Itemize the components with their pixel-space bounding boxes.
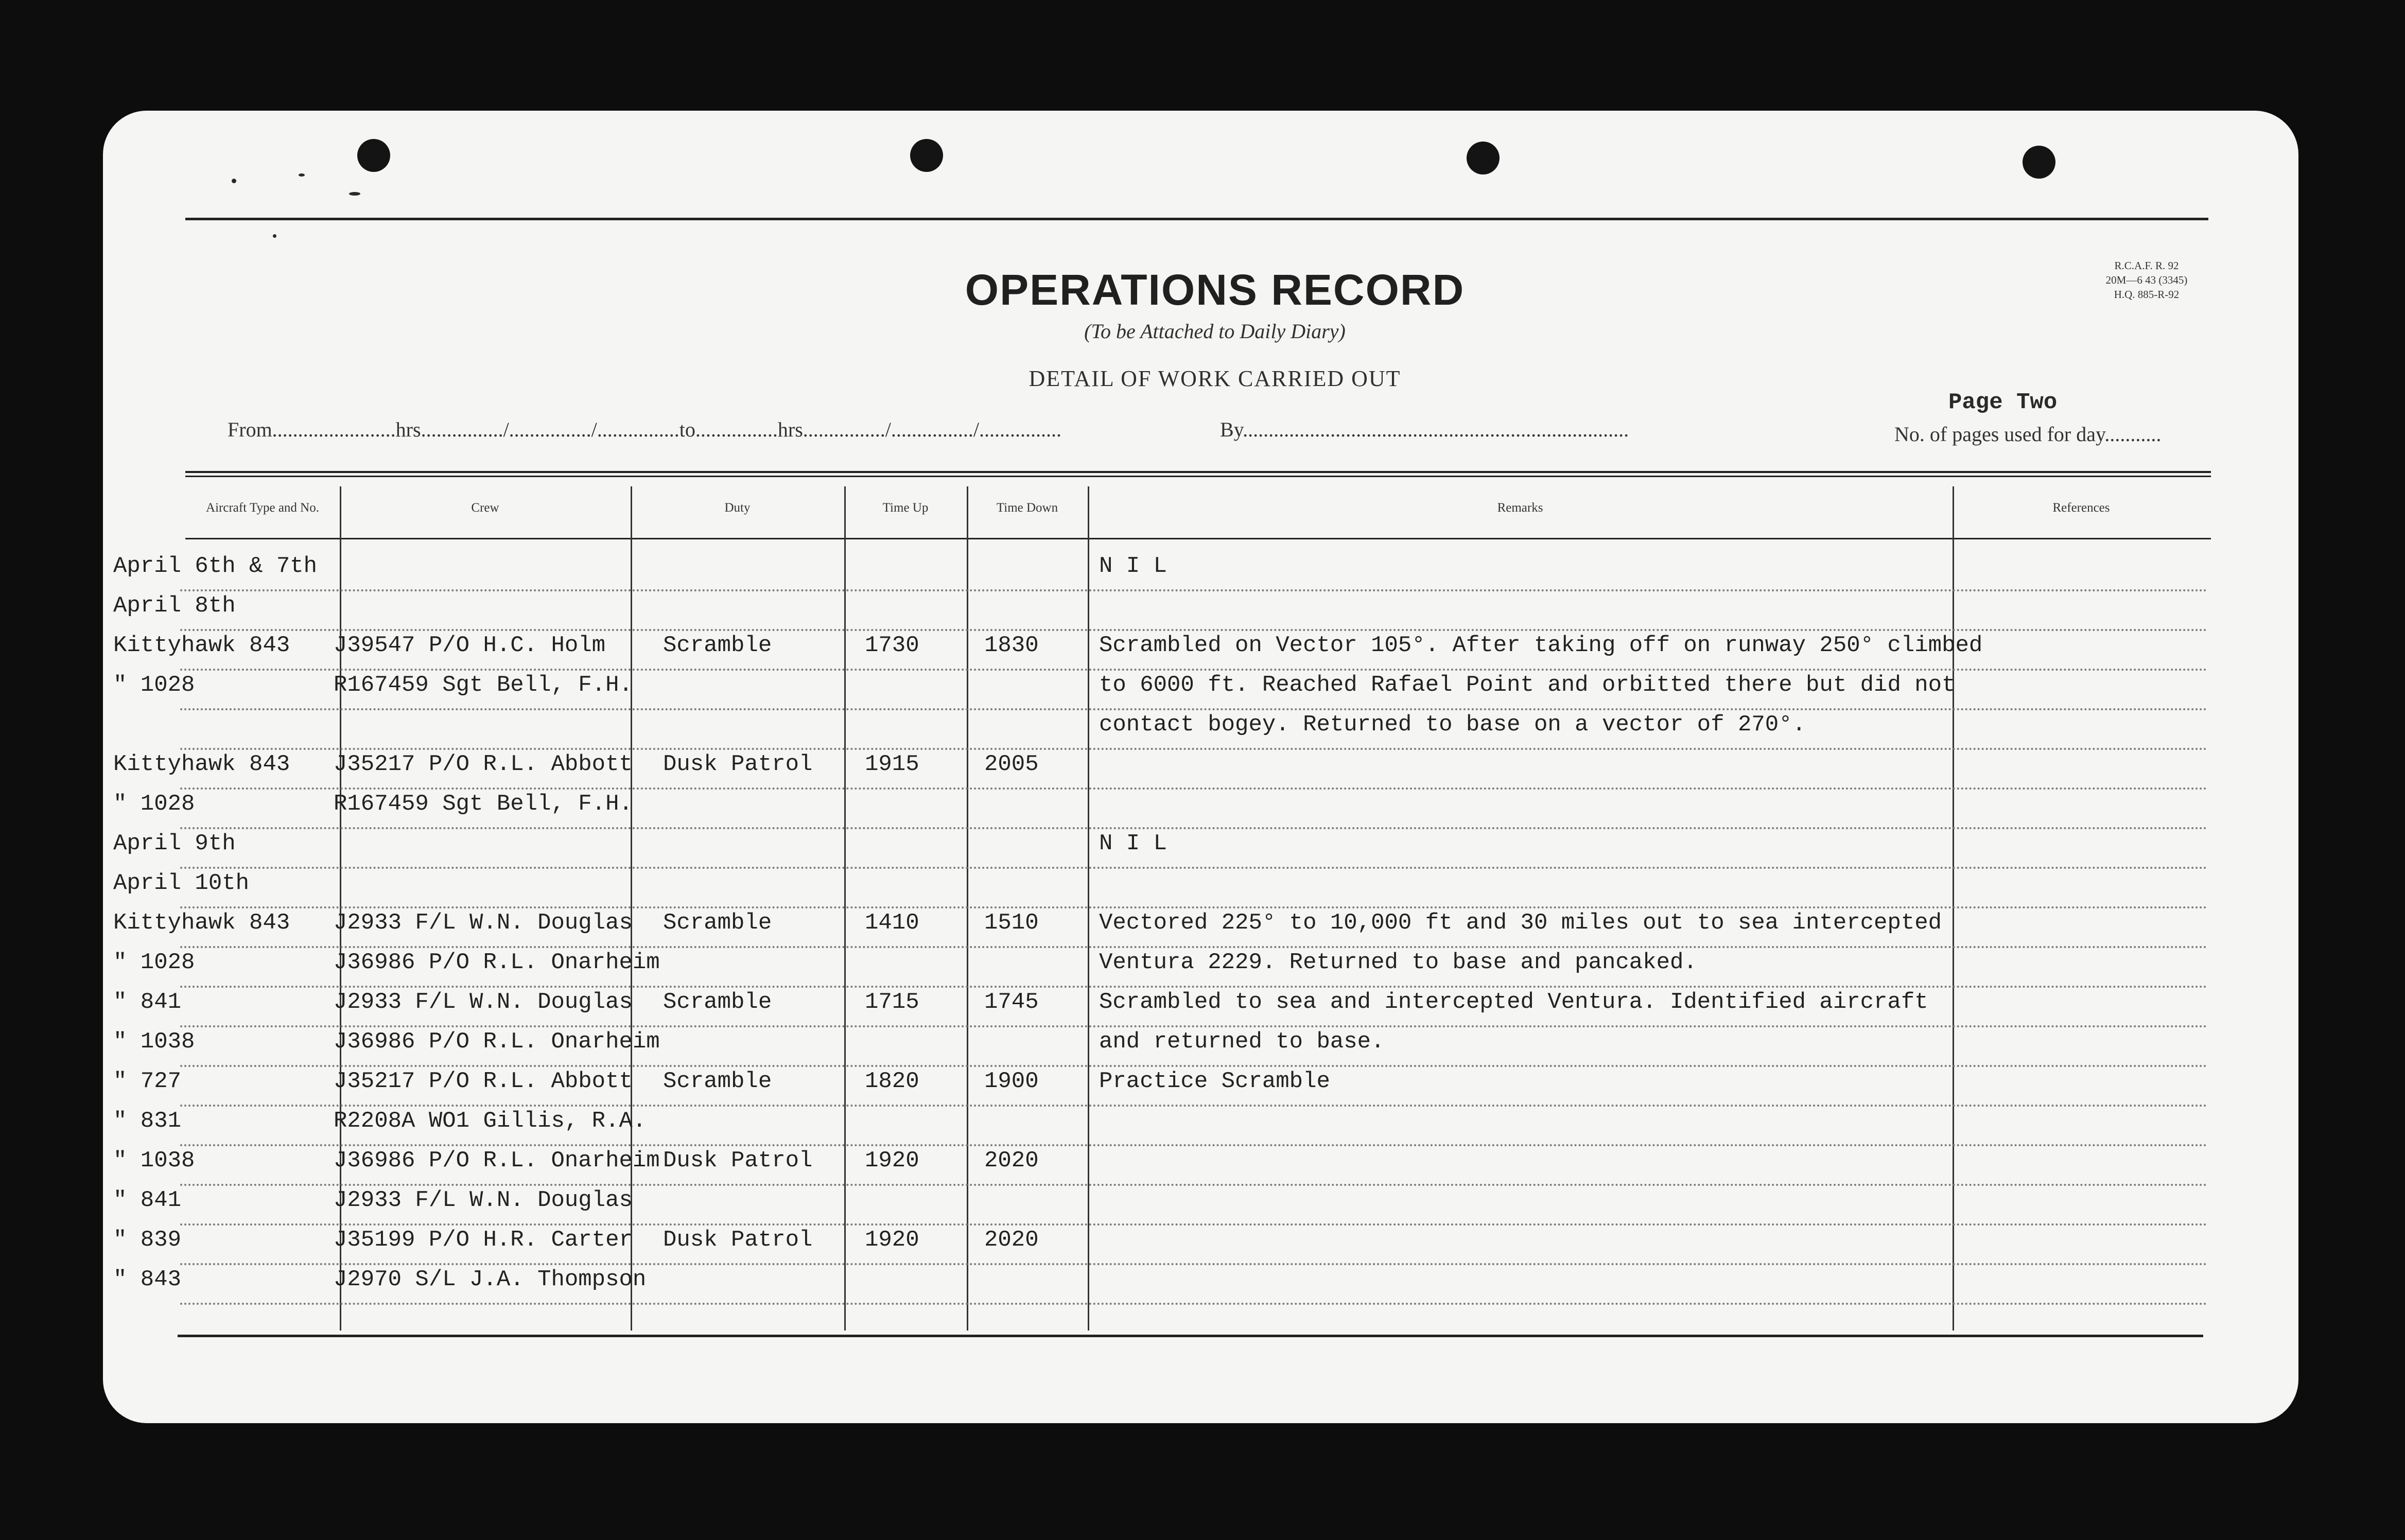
punch-hole bbox=[2023, 146, 2055, 179]
cell-crew: R2208A WO1 Gillis, R.A. bbox=[334, 1108, 647, 1134]
form-number-block bbox=[2085, 258, 2208, 302]
column-divider bbox=[1088, 486, 1089, 1331]
ruled-line bbox=[180, 787, 2208, 790]
cell-duty: Scramble bbox=[663, 910, 772, 936]
ruled-line bbox=[180, 708, 2208, 710]
cell-aircraft: April 9th bbox=[113, 831, 236, 856]
punch-hole bbox=[1467, 142, 1500, 174]
ruled-line bbox=[180, 946, 2208, 948]
ruled-line bbox=[180, 1303, 2208, 1305]
column-divider bbox=[844, 486, 846, 1331]
by-field: By........................................................................... bbox=[1220, 418, 1629, 441]
cell-remarks: N I L bbox=[1099, 831, 1167, 856]
detail-heading: DETAIL OF WORK CARRIED OUT bbox=[1029, 366, 1401, 391]
cell-duty: Dusk Patrol bbox=[663, 1148, 813, 1174]
header-underline bbox=[185, 538, 2211, 539]
ruled-line bbox=[180, 1065, 2208, 1067]
cell-crew: J2933 F/L W.N. Douglas bbox=[334, 1187, 633, 1213]
cell-time-up: 1920 bbox=[865, 1148, 919, 1174]
column-header-references: References bbox=[2052, 501, 2110, 515]
cell-aircraft: Kittyhawk 843 bbox=[113, 751, 290, 777]
ruled-line bbox=[180, 986, 2208, 988]
cell-duty: Scramble bbox=[663, 1069, 772, 1094]
cell-remarks: Vectored 225° to 10,000 ft and 30 miles out to sea intercepted bbox=[1099, 910, 1942, 936]
ruled-line bbox=[180, 1105, 2208, 1107]
cell-aircraft: " 843 bbox=[113, 1267, 182, 1292]
table-bottom-rule bbox=[178, 1335, 2203, 1337]
ruled-line bbox=[180, 1025, 2208, 1027]
cell-crew: J36986 P/O R.L. Onarheim bbox=[334, 950, 660, 975]
cell-aircraft: April 8th bbox=[113, 593, 236, 619]
cell-time-down: 2005 bbox=[984, 751, 1039, 777]
column-header-time-down: Time Down bbox=[996, 501, 1058, 515]
cell-duty: Dusk Patrol bbox=[663, 1227, 813, 1253]
cell-time-up: 1730 bbox=[865, 633, 919, 658]
ink-speck bbox=[299, 173, 305, 177]
cell-crew: R167459 Sgt Bell, F.H. bbox=[334, 791, 633, 817]
cell-crew: J35199 P/O H.R. Carter bbox=[334, 1227, 633, 1253]
cell-crew: J39547 P/O H.C. Holm bbox=[334, 633, 606, 658]
ink-speck bbox=[349, 192, 360, 196]
cell-remarks: N I L bbox=[1099, 553, 1167, 579]
cell-crew: J2933 F/L W.N. Douglas bbox=[334, 910, 633, 936]
ruled-line bbox=[180, 867, 2208, 869]
cell-remarks: contact bogey. Returned to base on a vector of 270°. bbox=[1099, 712, 1806, 738]
cell-aircraft: April 6th & 7th bbox=[113, 553, 318, 579]
column-divider bbox=[1953, 486, 1954, 1331]
ruled-line bbox=[180, 1184, 2208, 1186]
cell-remarks: and returned to base. bbox=[1099, 1029, 1385, 1055]
cell-time-down: 1510 bbox=[984, 910, 1039, 936]
ruled-line bbox=[180, 1263, 2208, 1265]
operations-record-card bbox=[103, 111, 2298, 1423]
cell-aircraft: " 1038 bbox=[113, 1148, 195, 1174]
cell-aircraft: " 839 bbox=[113, 1227, 182, 1253]
ruled-line bbox=[180, 906, 2208, 908]
cell-time-up: 1915 bbox=[865, 751, 919, 777]
cell-crew: R167459 Sgt Bell, F.H. bbox=[334, 672, 633, 698]
cell-remarks: Ventura 2229. Returned to base and pancaked. bbox=[1099, 950, 1697, 975]
ruled-line bbox=[180, 1223, 2208, 1226]
ruled-line bbox=[180, 669, 2208, 671]
ruled-line bbox=[180, 629, 2208, 631]
punch-hole bbox=[357, 139, 390, 172]
column-header-aircraft: Aircraft Type and No. bbox=[206, 501, 319, 515]
cell-aircraft: " 1038 bbox=[113, 1029, 195, 1055]
cell-aircraft: " 727 bbox=[113, 1069, 182, 1094]
cell-remarks: to 6000 ft. Reached Rafael Point and orbitted there but did not bbox=[1099, 672, 1956, 698]
ruled-line bbox=[180, 1144, 2208, 1146]
cell-time-down: 1900 bbox=[984, 1069, 1039, 1094]
cell-duty: Scramble bbox=[663, 989, 772, 1015]
page-number-label: Page Two bbox=[1948, 390, 2058, 415]
cell-remarks: Practice Scramble bbox=[1099, 1069, 1330, 1094]
page-title: OPERATIONS RECORD bbox=[965, 266, 1465, 314]
cell-aircraft: " 1028 bbox=[113, 791, 195, 817]
cell-time-up: 1820 bbox=[865, 1069, 919, 1094]
column-header-time-up: Time Up bbox=[882, 501, 929, 515]
cell-time-down: 1830 bbox=[984, 633, 1039, 658]
form-number-line: H.Q. 885-R-92 bbox=[2114, 288, 2180, 301]
column-header-crew: Crew bbox=[471, 501, 499, 515]
cell-aircraft: Kittyhawk 843 bbox=[113, 910, 290, 936]
cell-crew: J2933 F/L W.N. Douglas bbox=[334, 989, 633, 1015]
cell-time-down: 2020 bbox=[984, 1148, 1039, 1174]
cell-remarks: Scrambled on Vector 105°. After taking off on runway 250° climbed bbox=[1099, 633, 1983, 658]
ruled-line bbox=[180, 748, 2208, 750]
ruled-line bbox=[180, 589, 2208, 591]
cell-aircraft: " 1028 bbox=[113, 672, 195, 698]
cell-aircraft: " 831 bbox=[113, 1108, 182, 1134]
cell-time-down: 2020 bbox=[984, 1227, 1039, 1253]
column-header-remarks: Remarks bbox=[1497, 501, 1543, 515]
pages-used-field: No. of pages used for day........... bbox=[1894, 423, 2162, 446]
top-rule bbox=[185, 218, 2208, 220]
cell-crew: J35217 P/O R.L. Abbott bbox=[334, 1069, 633, 1094]
page-subtitle: (To be Attached to Daily Diary) bbox=[1084, 320, 1346, 343]
cell-time-down: 1745 bbox=[984, 989, 1039, 1015]
cell-aircraft: " 1028 bbox=[113, 950, 195, 975]
column-divider bbox=[967, 486, 968, 1331]
cell-duty: Dusk Patrol bbox=[663, 751, 813, 777]
cell-remarks: Scrambled to sea and intercepted Ventura. Identified aircraft bbox=[1099, 989, 1928, 1015]
cell-crew: J36986 P/O R.L. Onarheim bbox=[334, 1029, 660, 1055]
cell-aircraft: " 841 bbox=[113, 989, 182, 1015]
cell-crew: J36986 P/O R.L. Onarheim bbox=[334, 1148, 660, 1174]
from-field: From........................hrs................/................/................to................hrs................/................/................ bbox=[228, 418, 1062, 441]
cell-crew: J2970 S/L J.A. Thompson bbox=[334, 1267, 647, 1292]
cell-time-up: 1920 bbox=[865, 1227, 919, 1253]
ink-speck bbox=[273, 234, 276, 238]
cell-time-up: 1410 bbox=[865, 910, 919, 936]
cell-duty: Scramble bbox=[663, 633, 772, 658]
column-header-duty: Duty bbox=[724, 501, 751, 515]
cell-crew: J35217 P/O R.L. Abbott bbox=[334, 751, 633, 777]
table-top-rule bbox=[185, 471, 2211, 473]
punch-hole bbox=[910, 139, 943, 172]
cell-aircraft: Kittyhawk 843 bbox=[113, 633, 290, 658]
form-number-line: R.C.A.F. R. 92 bbox=[2114, 259, 2179, 272]
cell-aircraft: April 10th bbox=[113, 870, 250, 896]
cell-aircraft: " 841 bbox=[113, 1187, 182, 1213]
ruled-line bbox=[180, 827, 2208, 829]
form-number-line: 20M—6 43 (3345) bbox=[2105, 274, 2188, 286]
cell-time-up: 1715 bbox=[865, 989, 919, 1015]
ink-speck bbox=[232, 179, 236, 183]
table-top-rule bbox=[185, 476, 2211, 477]
